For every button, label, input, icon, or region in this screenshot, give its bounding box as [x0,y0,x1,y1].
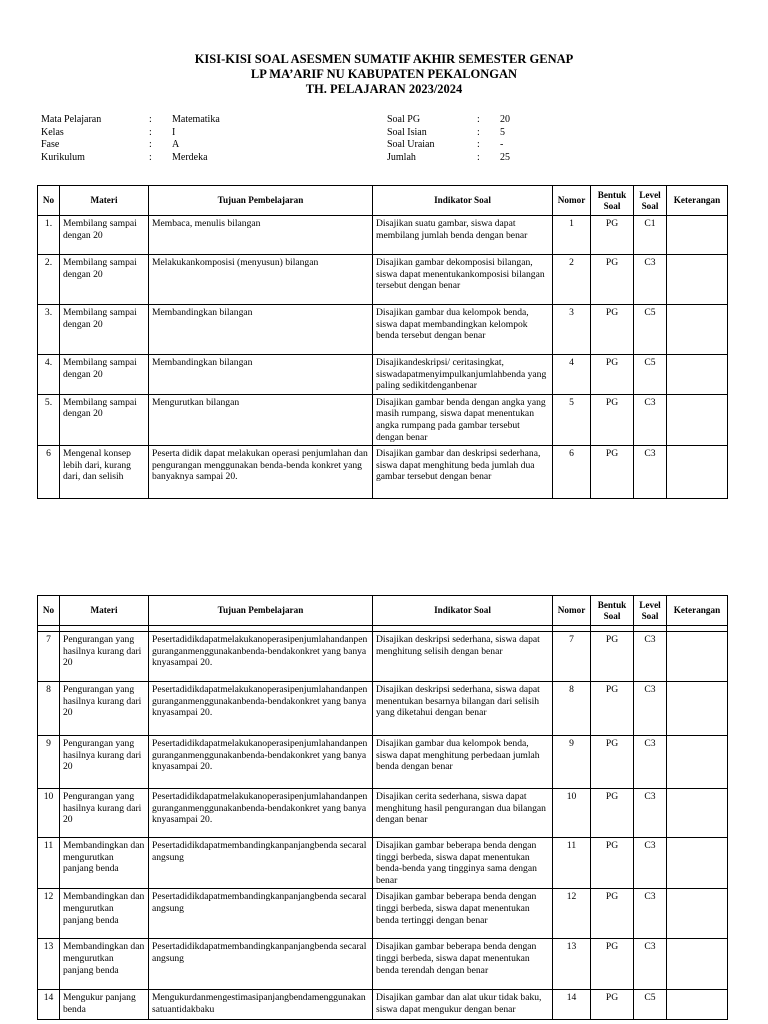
cell-indikator: Disajikan gambar dan deskripsi sederhana, siswa dapat menghitung beda jumlah dua gambar tersebut dengan benar [373,446,553,499]
cell-indikator: Disajikan gambar dekomposisi bilangan, siswa dapat menentukankomposisi bilangan tersebut dengan benar [373,255,553,305]
header-nomor: Nomor [553,186,591,216]
cell-level: C3 [634,939,667,990]
cell-level: C5 [634,305,667,355]
cell-keterangan [667,838,728,889]
info-value: 20 [500,114,510,125]
header-indikator: Indikator Soal [373,186,553,216]
cell-materi: Pengurangan yang hasilnya kurang dari 20 [60,736,149,789]
cell-keterangan [667,990,728,1020]
info-value: I [172,126,176,138]
cell-bentuk: PG [591,632,634,682]
cell-indikator: Disajikandeskripsi/ ceritasingkat, siswadapatmenyimpulkanjumlahbenda yang paling sedikitdenganbenar [373,355,553,395]
cell-tujuan: Peserta didik dapat melakukan operasi penjumlahan dan pengurangan menggunakan benda-benda konkret yang banyaknya sampai 20. [149,446,373,499]
cell-no: 8 [38,682,60,736]
info-right-seps [477,114,480,164]
table-row [38,632,728,682]
cell-no: 3. [38,305,60,355]
info-left-labels [41,114,101,164]
info-right-labels [387,114,435,164]
cell-materi: Membandingkan dan mengurutkan panjang benda [60,889,149,939]
header-tujuan: Tujuan Pembelajaran [149,596,373,626]
table-row [38,789,728,838]
cell-nomor: 5 [553,394,591,445]
cell-keterangan [667,255,728,305]
header-bentuk: Bentuk Soal [591,596,634,626]
cell-tujuan: Membaca, menulis bilangan [149,216,373,255]
cell-materi: Mengenal konsep lebih dari, kurang dari, dan selisih [60,446,149,499]
cell-keterangan [667,736,728,789]
cell-bentuk: PG [591,838,634,889]
cell-tujuan: Mengukurdanmengestimasipanjangbendamenggunakansatuantidakbaku [149,990,373,1020]
info-label: Jumlah [387,151,416,163]
info-value: 25 [500,151,510,163]
table-header-row [38,186,728,216]
cell-bentuk: PG [591,939,634,990]
cell-bentuk: PG [591,789,634,838]
info-label: Kelas [41,126,64,138]
cell-bentuk: PG [591,394,634,445]
cell-materi: Pengurangan yang hasilnya kurang dari 20 [60,682,149,736]
cell-level: C3 [634,632,667,682]
cell-bentuk: PG [591,736,634,789]
kisi-kisi-table-2 [37,595,728,1020]
cell-no: 5. [38,394,60,445]
info-label: Mata Pelajaran [41,114,102,125]
header-keterangan: Keterangan [667,186,728,216]
info-label: Soal Uraian [387,139,435,151]
cell-keterangan [667,394,728,445]
cell-no: 4. [38,355,60,395]
info-sep: : [149,151,152,163]
info-value: Merdeka [172,151,208,163]
info-value: A [172,139,180,151]
info-label: Soal Isian [387,126,427,138]
cell-tujuan: Membandingkan bilangan [149,355,373,395]
cell-nomor: 13 [553,939,591,990]
cell-indikator: Disajikan gambar benda dengan angka yang masih rumpang, siswa dapat menentukan angka rumpang pada gambar tersebut dengan benar [373,394,553,445]
table-row [38,305,728,355]
header-level: Level Soal [634,186,667,216]
cell-no: 7 [38,632,60,682]
cell-level: C3 [634,889,667,939]
header-materi: Materi [60,186,149,216]
cell-no: 10 [38,789,60,838]
cell-keterangan [667,682,728,736]
cell-no: 1. [38,216,60,255]
cell-no: 9 [38,736,60,789]
cell-level: C1 [634,216,667,255]
cell-materi: Membilang sampai dengan 20 [60,216,149,255]
cell-nomor: 1 [553,216,591,255]
kisi-kisi-table-1 [37,185,728,499]
cell-no: 11 [38,838,60,889]
table-row [38,446,728,499]
header-materi: Materi [60,596,149,626]
table-row [38,394,728,445]
cell-materi: Membilang sampai dengan 20 [60,305,149,355]
table-row [38,355,728,395]
doc-title-line-3: TH. PELAJARAN 2023/2024 [305,82,463,96]
info-sep: : [149,126,152,138]
cell-level: C5 [634,990,667,1020]
table-row [38,838,728,889]
header-level: Level Soal [634,596,667,626]
cell-no: 2. [38,255,60,305]
table-row [38,889,728,939]
cell-tujuan: Pesertadidikdapatmembandingkanpanjangbenda secaralangsung [149,939,373,990]
cell-bentuk: PG [591,355,634,395]
cell-no: 13 [38,939,60,990]
cell-keterangan [667,789,728,838]
table-row [38,736,728,789]
cell-bentuk: PG [591,889,634,939]
header-keterangan: Keterangan [667,596,728,626]
cell-keterangan [667,305,728,355]
info-label: Soal PG [387,114,421,125]
cell-level: C3 [634,838,667,889]
cell-level: C5 [634,355,667,395]
cell-tujuan: Mengurutkan bilangan [149,394,373,445]
cell-nomor: 11 [553,838,591,889]
cell-tujuan: Pesertadidikdapatmelakukanoperasipenjumlahandanpenguranganmenggunakanbenda-bendakonkret yang banyaknyasampai 20. [149,736,373,789]
cell-bentuk: PG [591,446,634,499]
cell-bentuk: PG [591,216,634,255]
cell-level: C3 [634,789,667,838]
info-label: Fase [41,139,60,151]
cell-level: C3 [634,446,667,499]
table-row [38,255,728,305]
info-value: Matematika [172,114,220,125]
doc-title-line-2: LP MA’ARIF NU KABUPATEN PEKALONGAN [250,67,518,81]
cell-materi: Pengurangan yang hasilnya kurang dari 20 [60,632,149,682]
cell-keterangan [667,216,728,255]
cell-tujuan: Pesertadidikdapatmelakukanoperasipenjumlahandanpenguranganmenggunakanbenda-bendakonkret yang banyaknyasampai 20. [149,682,373,736]
info-sep: : [149,114,152,125]
header-bentuk: Bentuk Soal [591,186,634,216]
info-value: - [500,139,504,151]
table-row [38,939,728,990]
header-no: No [38,596,60,626]
cell-keterangan [667,889,728,939]
cell-keterangan [667,355,728,395]
cell-indikator: Disajikan gambar dua kelompok benda, siswa dapat menghitung perbedaan jumlah benda dengan benar [373,736,553,789]
cell-materi: Membilang sampai dengan 20 [60,355,149,395]
info-right-values [500,114,510,164]
cell-nomor: 9 [553,736,591,789]
cell-nomor: 8 [553,682,591,736]
cell-nomor: 3 [553,305,591,355]
cell-tujuan: Membandingkan bilangan [149,305,373,355]
header-indikator: Indikator Soal [373,596,553,626]
cell-indikator: Disajikan deskripsi sederhana, siswa dapat menentukan besarnya bilangan dari selisih yang diketahui dengan benar [373,682,553,736]
table-row [38,682,728,736]
cell-tujuan: Pesertadidikdapatmembandingkanpanjangbenda secaralangsung [149,838,373,889]
cell-materi: Pengurangan yang hasilnya kurang dari 20 [60,789,149,838]
cell-nomor: 14 [553,990,591,1020]
cell-nomor: 10 [553,789,591,838]
cell-bentuk: PG [591,305,634,355]
cell-indikator: Disajikan cerita sederhana, siswa dapat menghitung hasil pengurangan dua bilangan dengan benar [373,789,553,838]
cell-bentuk: PG [591,990,634,1020]
cell-indikator: Disajikan gambar dua kelompok benda, siswa dapat membandingkan kelompok benda tersebut dengan benar [373,305,553,355]
cell-level: C3 [634,394,667,445]
cell-level: C3 [634,736,667,789]
header-no: No [38,186,60,216]
cell-indikator: Disajikan gambar beberapa benda dengan tinggi berbeda, siswa dapat menentukan benda-benda yang tingginya sama dengan benar [373,838,553,889]
info-left-values [172,114,220,164]
cell-tujuan: Pesertadidikdapatmelakukanoperasipenjumlahandanpenguranganmenggunakanbenda-bendakonkret yang banyaknyasampai 20. [149,632,373,682]
cell-materi: Membilang sampai dengan 20 [60,394,149,445]
cell-indikator: Disajikan gambar beberapa benda dengan tinggi berbeda, siswa dapat menentukan benda terendah dengan benar [373,939,553,990]
cell-no: 14 [38,990,60,1020]
info-left-seps [149,114,152,164]
doc-title-line-1: KISI-KISI SOAL ASESMEN SUMATIF AKHIR SEMESTER GENAP [194,52,574,66]
cell-tujuan: Pesertadidikdapatmelakukanoperasipenjumlahandanpenguranganmenggunakanbenda-bendakonkret yang banyaknyasampai 20. [149,789,373,838]
cell-materi: Membilang sampai dengan 20 [60,255,149,305]
cell-nomor: 2 [553,255,591,305]
cell-bentuk: PG [591,255,634,305]
cell-nomor: 4 [553,355,591,395]
cell-no: 12 [38,889,60,939]
cell-materi: Membandingkan dan mengurutkan panjang benda [60,838,149,889]
info-sep: : [477,126,480,138]
cell-nomor: 6 [553,446,591,499]
cell-keterangan [667,446,728,499]
info-sep: : [477,139,480,151]
info-label: Kurikulum [41,151,85,163]
cell-materi: Membandingkan dan mengurutkan panjang benda [60,939,149,990]
cell-materi: Mengukur panjang benda [60,990,149,1020]
cell-keterangan [667,632,728,682]
cell-indikator: Disajikan gambar beberapa benda dengan tinggi berbeda, siswa dapat menentukan benda tertinggi dengan benar [373,889,553,939]
cell-nomor: 12 [553,889,591,939]
cell-bentuk: PG [591,682,634,736]
cell-indikator: Disajikan suatu gambar, siswa dapat membilang jumlah benda dengan benar [373,216,553,255]
info-sep: : [477,114,480,125]
cell-tujuan: Pesertadidikdapatmembandingkanpanjangbenda secaralangsung [149,889,373,939]
table-header-row [38,596,728,626]
cell-tujuan: Melakukankomposisi (menyusun) bilangan [149,255,373,305]
cell-indikator: Disajikan deskripsi sederhana, siswa dapat menghitung selisih dengan benar [373,632,553,682]
cell-level: C3 [634,682,667,736]
cell-level: C3 [634,255,667,305]
cell-nomor: 7 [553,632,591,682]
header-tujuan: Tujuan Pembelajaran [149,186,373,216]
info-sep: : [149,139,152,151]
cell-indikator: Disajikan gambar dan alat ukur tidak baku, siswa dapat mengukur dengan benar [373,990,553,1020]
table-row [38,990,728,1020]
cell-no: 6 [38,446,60,499]
header-nomor: Nomor [553,596,591,626]
info-value: 5 [500,126,505,138]
cell-keterangan [667,939,728,990]
info-sep: : [477,151,480,163]
table-row [38,216,728,255]
